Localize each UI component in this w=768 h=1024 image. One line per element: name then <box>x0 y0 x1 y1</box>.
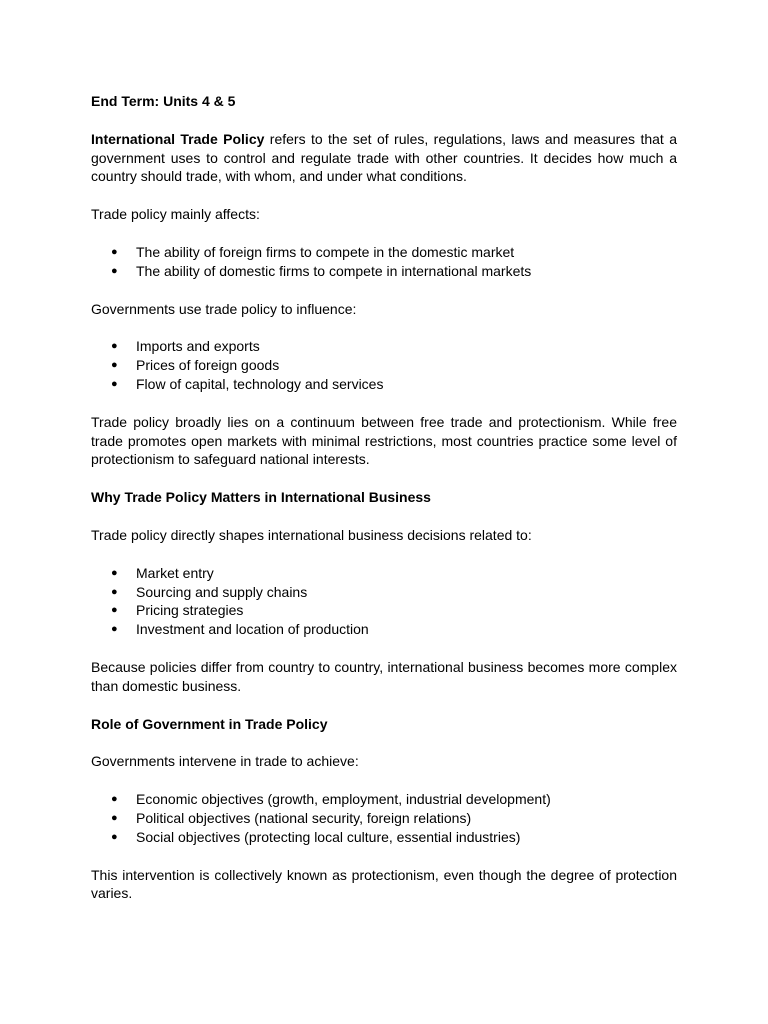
section2-lead: Governments intervene in trade to achieve: <box>91 753 359 770</box>
section1-paragraph: Because policies differ from country to country, international business becomes more complex than domestic business. <box>91 658 677 694</box>
document-page <box>91 92 677 922</box>
affects-list <box>91 243 677 281</box>
list-item: ● Sourcing and supply chains <box>111 583 308 600</box>
list-item: ● Economic objectives (growth, employment, industrial development) <box>111 791 551 808</box>
bullet-icon: ● <box>111 604 118 617</box>
intro-text: refers to the set of rules, regulations, laws and measures that a government uses to control and regulate trade with other countries. It decides how much a country should trade, with whom, and under what conditions. <box>91 130 677 185</box>
list-item: ● Imports and exports <box>111 338 260 355</box>
section1-lead: Trade policy directly shapes international business decisions related to: <box>91 526 532 543</box>
bullet-icon: ● <box>111 245 118 258</box>
section2-list <box>91 790 677 846</box>
list-item: ● Social objectives (protecting local culture, essential industries) <box>111 828 521 845</box>
section-heading-role-of-government: Role of Government in Trade Policy <box>91 715 328 732</box>
bullet-icon: ● <box>111 340 118 353</box>
bullet-icon: ● <box>111 566 118 579</box>
affects-lead: Trade policy mainly affects: <box>91 206 260 223</box>
section2-paragraph: This intervention is collectively known as protectionism, even though the degree of protection varies. <box>91 866 677 902</box>
bullet-icon: ● <box>111 585 118 598</box>
list-item: ● Prices of foreign goods <box>111 357 280 374</box>
section1-list <box>91 564 677 639</box>
list-item: ● Investment and location of production <box>111 621 369 638</box>
influence-lead: Governments use trade policy to influence: <box>91 300 357 317</box>
list-item: ● Political objectives (national security, foreign relations) <box>111 809 472 826</box>
list-item: ● Pricing strategies <box>111 602 244 619</box>
bullet-icon: ● <box>111 830 118 843</box>
intro-paragraph <box>91 130 677 186</box>
list-item: ● The ability of domestic firms to compete in international markets <box>111 262 532 279</box>
bullet-icon: ● <box>111 359 118 372</box>
list-item: ● The ability of foreign firms to compete in the domestic market <box>111 243 515 260</box>
bullet-icon: ● <box>111 264 118 277</box>
bullet-icon: ● <box>111 623 118 636</box>
bullet-icon: ● <box>111 377 118 390</box>
continuum-paragraph: Trade policy broadly lies on a continuum between free trade and protectionism. While free trade promotes open markets with minimal restrictions, most countries practice some level of protectionism to safeguard national interests. <box>91 413 677 468</box>
document-title: End Term: Units 4 & 5 <box>91 93 236 109</box>
intro-term: International Trade Policy <box>91 130 265 147</box>
bullet-icon: ● <box>111 793 118 806</box>
bullet-icon: ● <box>111 811 118 824</box>
list-item: ● Market entry <box>111 564 214 581</box>
influence-list <box>91 337 677 393</box>
section-heading-trade-policy-matters: Why Trade Policy Matters in International Business <box>91 489 431 506</box>
list-item: ● Flow of capital, technology and services <box>111 375 384 392</box>
